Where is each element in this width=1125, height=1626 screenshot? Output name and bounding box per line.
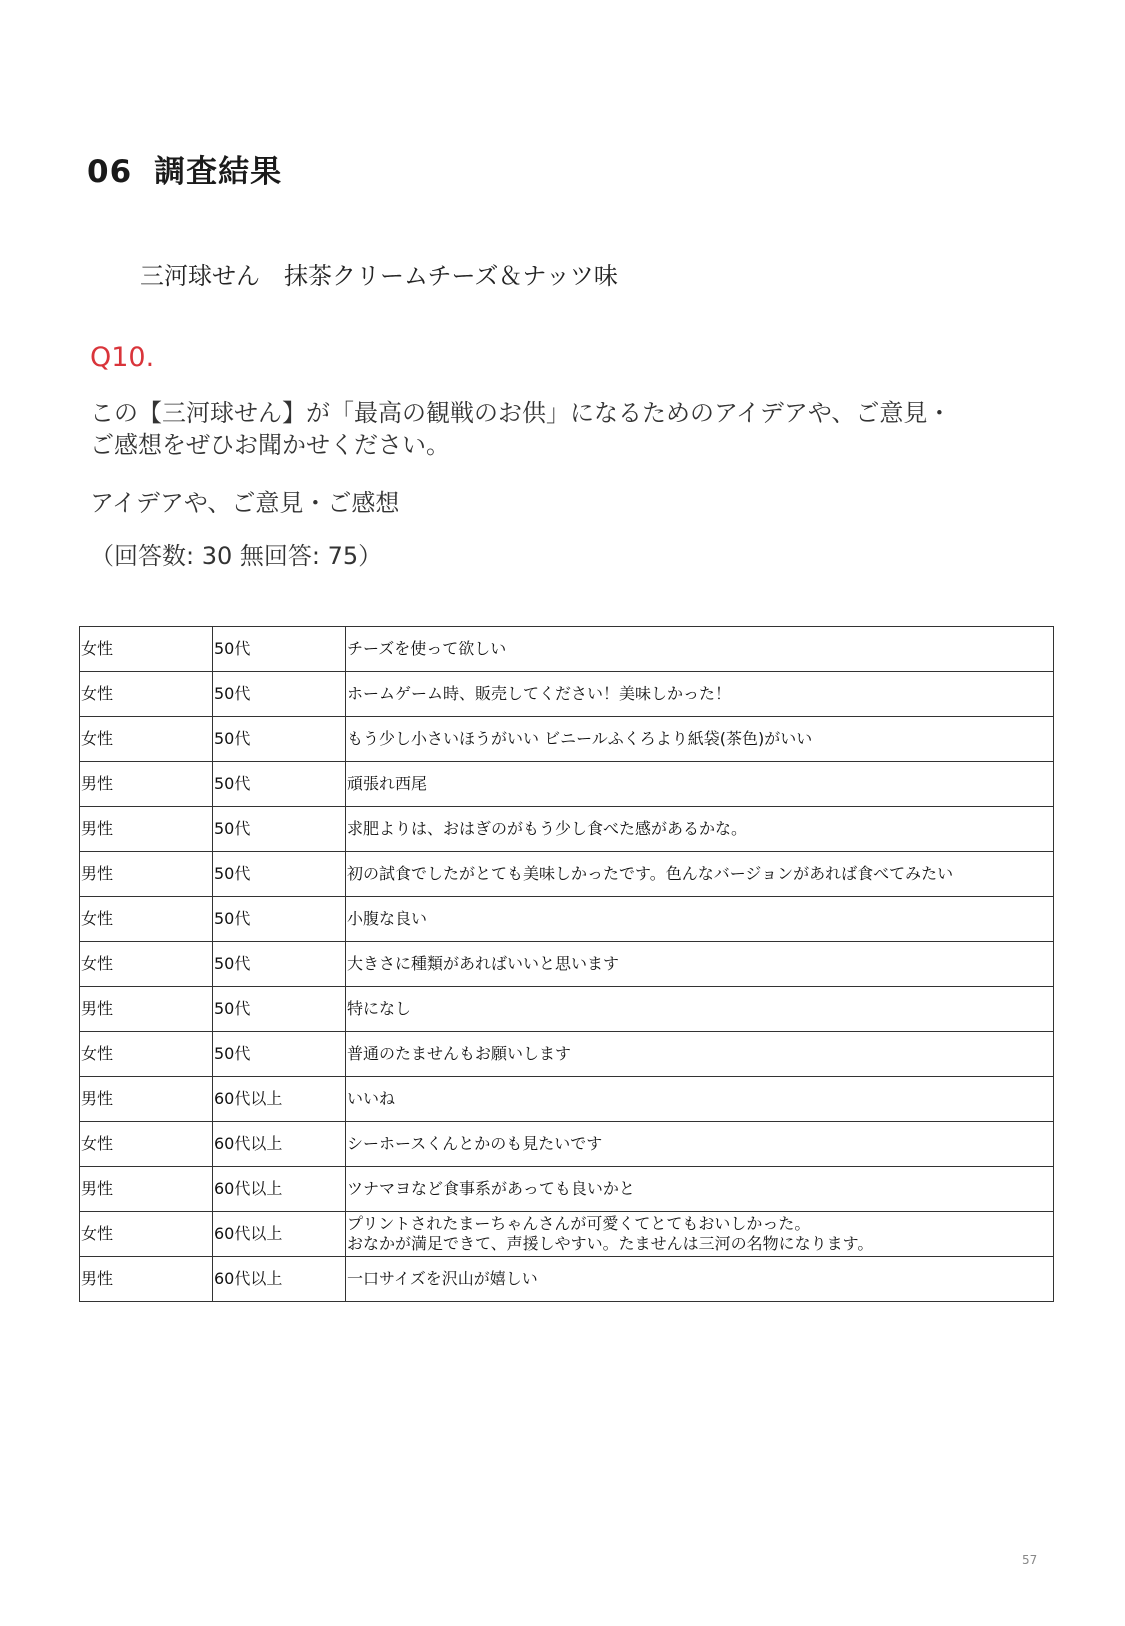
comment-cell: ツナマヨなど食事系があっても良いかと [346, 1167, 1054, 1212]
gender-cell: 女性 [80, 1212, 213, 1257]
gender-cell: 女性 [80, 672, 213, 717]
comment-cell: 一口サイズを沢山が嬉しい [346, 1257, 1054, 1302]
table-row [80, 1167, 1054, 1212]
section-title [87, 146, 282, 191]
table-row [80, 672, 1054, 717]
gender-cell: 女性 [80, 627, 213, 672]
age-cell: 50代 [213, 942, 346, 987]
table-row [80, 762, 1054, 807]
comment-cell: シーホースくんとかのも見たいです [346, 1122, 1054, 1167]
comment-cell: プリントされたまーちゃんさんが可愛くてとてもおいしかった。 おなかが満足できて、声援しやすい。たませんは三河の名物になります。 [346, 1212, 1054, 1257]
section-number: 06 [87, 154, 133, 190]
age-cell: 50代 [213, 762, 346, 807]
gender-cell: 女性 [80, 897, 213, 942]
age-cell: 60代以上 [213, 1122, 346, 1167]
table-row [80, 1032, 1054, 1077]
table-row [80, 897, 1054, 942]
age-cell: 60代以上 [213, 1257, 346, 1302]
table-row [80, 1257, 1054, 1302]
table-row [80, 717, 1054, 762]
answer-counts: （回答数: 30 無回答: 75） [90, 542, 383, 570]
age-cell: 50代 [213, 897, 346, 942]
comment-cell: チーズを使って欲しい [346, 627, 1054, 672]
age-cell: 50代 [213, 717, 346, 762]
age-cell: 50代 [213, 852, 346, 897]
comment-cell: 求肥よりは、おはぎのがもう少し食べた感があるかな。 [346, 807, 1054, 852]
answer-label: アイデアや、ご意見・ご感想 [90, 489, 400, 517]
comment-cell: いいね [346, 1077, 1054, 1122]
comment-cell: 初の試食でしたがとても美味しかったです。色んなバージョンがあれば食べてみたい [346, 852, 1054, 897]
gender-cell: 男性 [80, 807, 213, 852]
age-cell: 60代以上 [213, 1212, 346, 1257]
question-id: Q10. [90, 342, 155, 373]
table-row [80, 987, 1054, 1032]
comment-cell: 特になし [346, 987, 1054, 1032]
table-row [80, 1122, 1054, 1167]
gender-cell: 男性 [80, 1077, 213, 1122]
gender-cell: 女性 [80, 1032, 213, 1077]
table-row [80, 852, 1054, 897]
product-name: 三河球せん 抹茶クリームチーズ＆ナッツ味 [140, 262, 618, 290]
section-heading: 調査結果 [154, 154, 283, 190]
question-text: この【三河球せん】が「最高の観戦のお供」になるためのアイデアや、ご意見・ご感想をぜひお聞かせください。 [90, 399, 952, 459]
comment-cell: 頑張れ西尾 [346, 762, 1054, 807]
gender-cell: 女性 [80, 942, 213, 987]
age-cell: 50代 [213, 627, 346, 672]
gender-cell: 女性 [80, 717, 213, 762]
age-cell: 50代 [213, 672, 346, 717]
age-cell: 50代 [213, 987, 346, 1032]
age-cell: 60代以上 [213, 1167, 346, 1212]
age-cell: 50代 [213, 1032, 346, 1077]
table-row [80, 942, 1054, 987]
gender-cell: 男性 [80, 1167, 213, 1212]
comment-cell: もう少し小さいほうがいい ビニールふくろより紙袋(茶色)がいい [346, 717, 1054, 762]
age-cell: 60代以上 [213, 1077, 346, 1122]
page-number: 57 [1022, 1553, 1038, 1567]
gender-cell: 男性 [80, 852, 213, 897]
comment-cell: 大きさに種類があればいいと思います [346, 942, 1054, 987]
table-row [80, 807, 1054, 852]
table-row [80, 627, 1054, 672]
gender-cell: 男性 [80, 987, 213, 1032]
gender-cell: 女性 [80, 1122, 213, 1167]
comment-cell: 普通のたませんもお願いします [346, 1032, 1054, 1077]
gender-cell: 男性 [80, 1257, 213, 1302]
comment-cell: ホームゲーム時、販売してください！美味しかった！ [346, 672, 1054, 717]
comment-cell: 小腹な良い [346, 897, 1054, 942]
table-row [80, 1077, 1054, 1122]
table-row [80, 1212, 1054, 1257]
age-cell: 50代 [213, 807, 346, 852]
gender-cell: 男性 [80, 762, 213, 807]
responses-table [79, 626, 1054, 1302]
